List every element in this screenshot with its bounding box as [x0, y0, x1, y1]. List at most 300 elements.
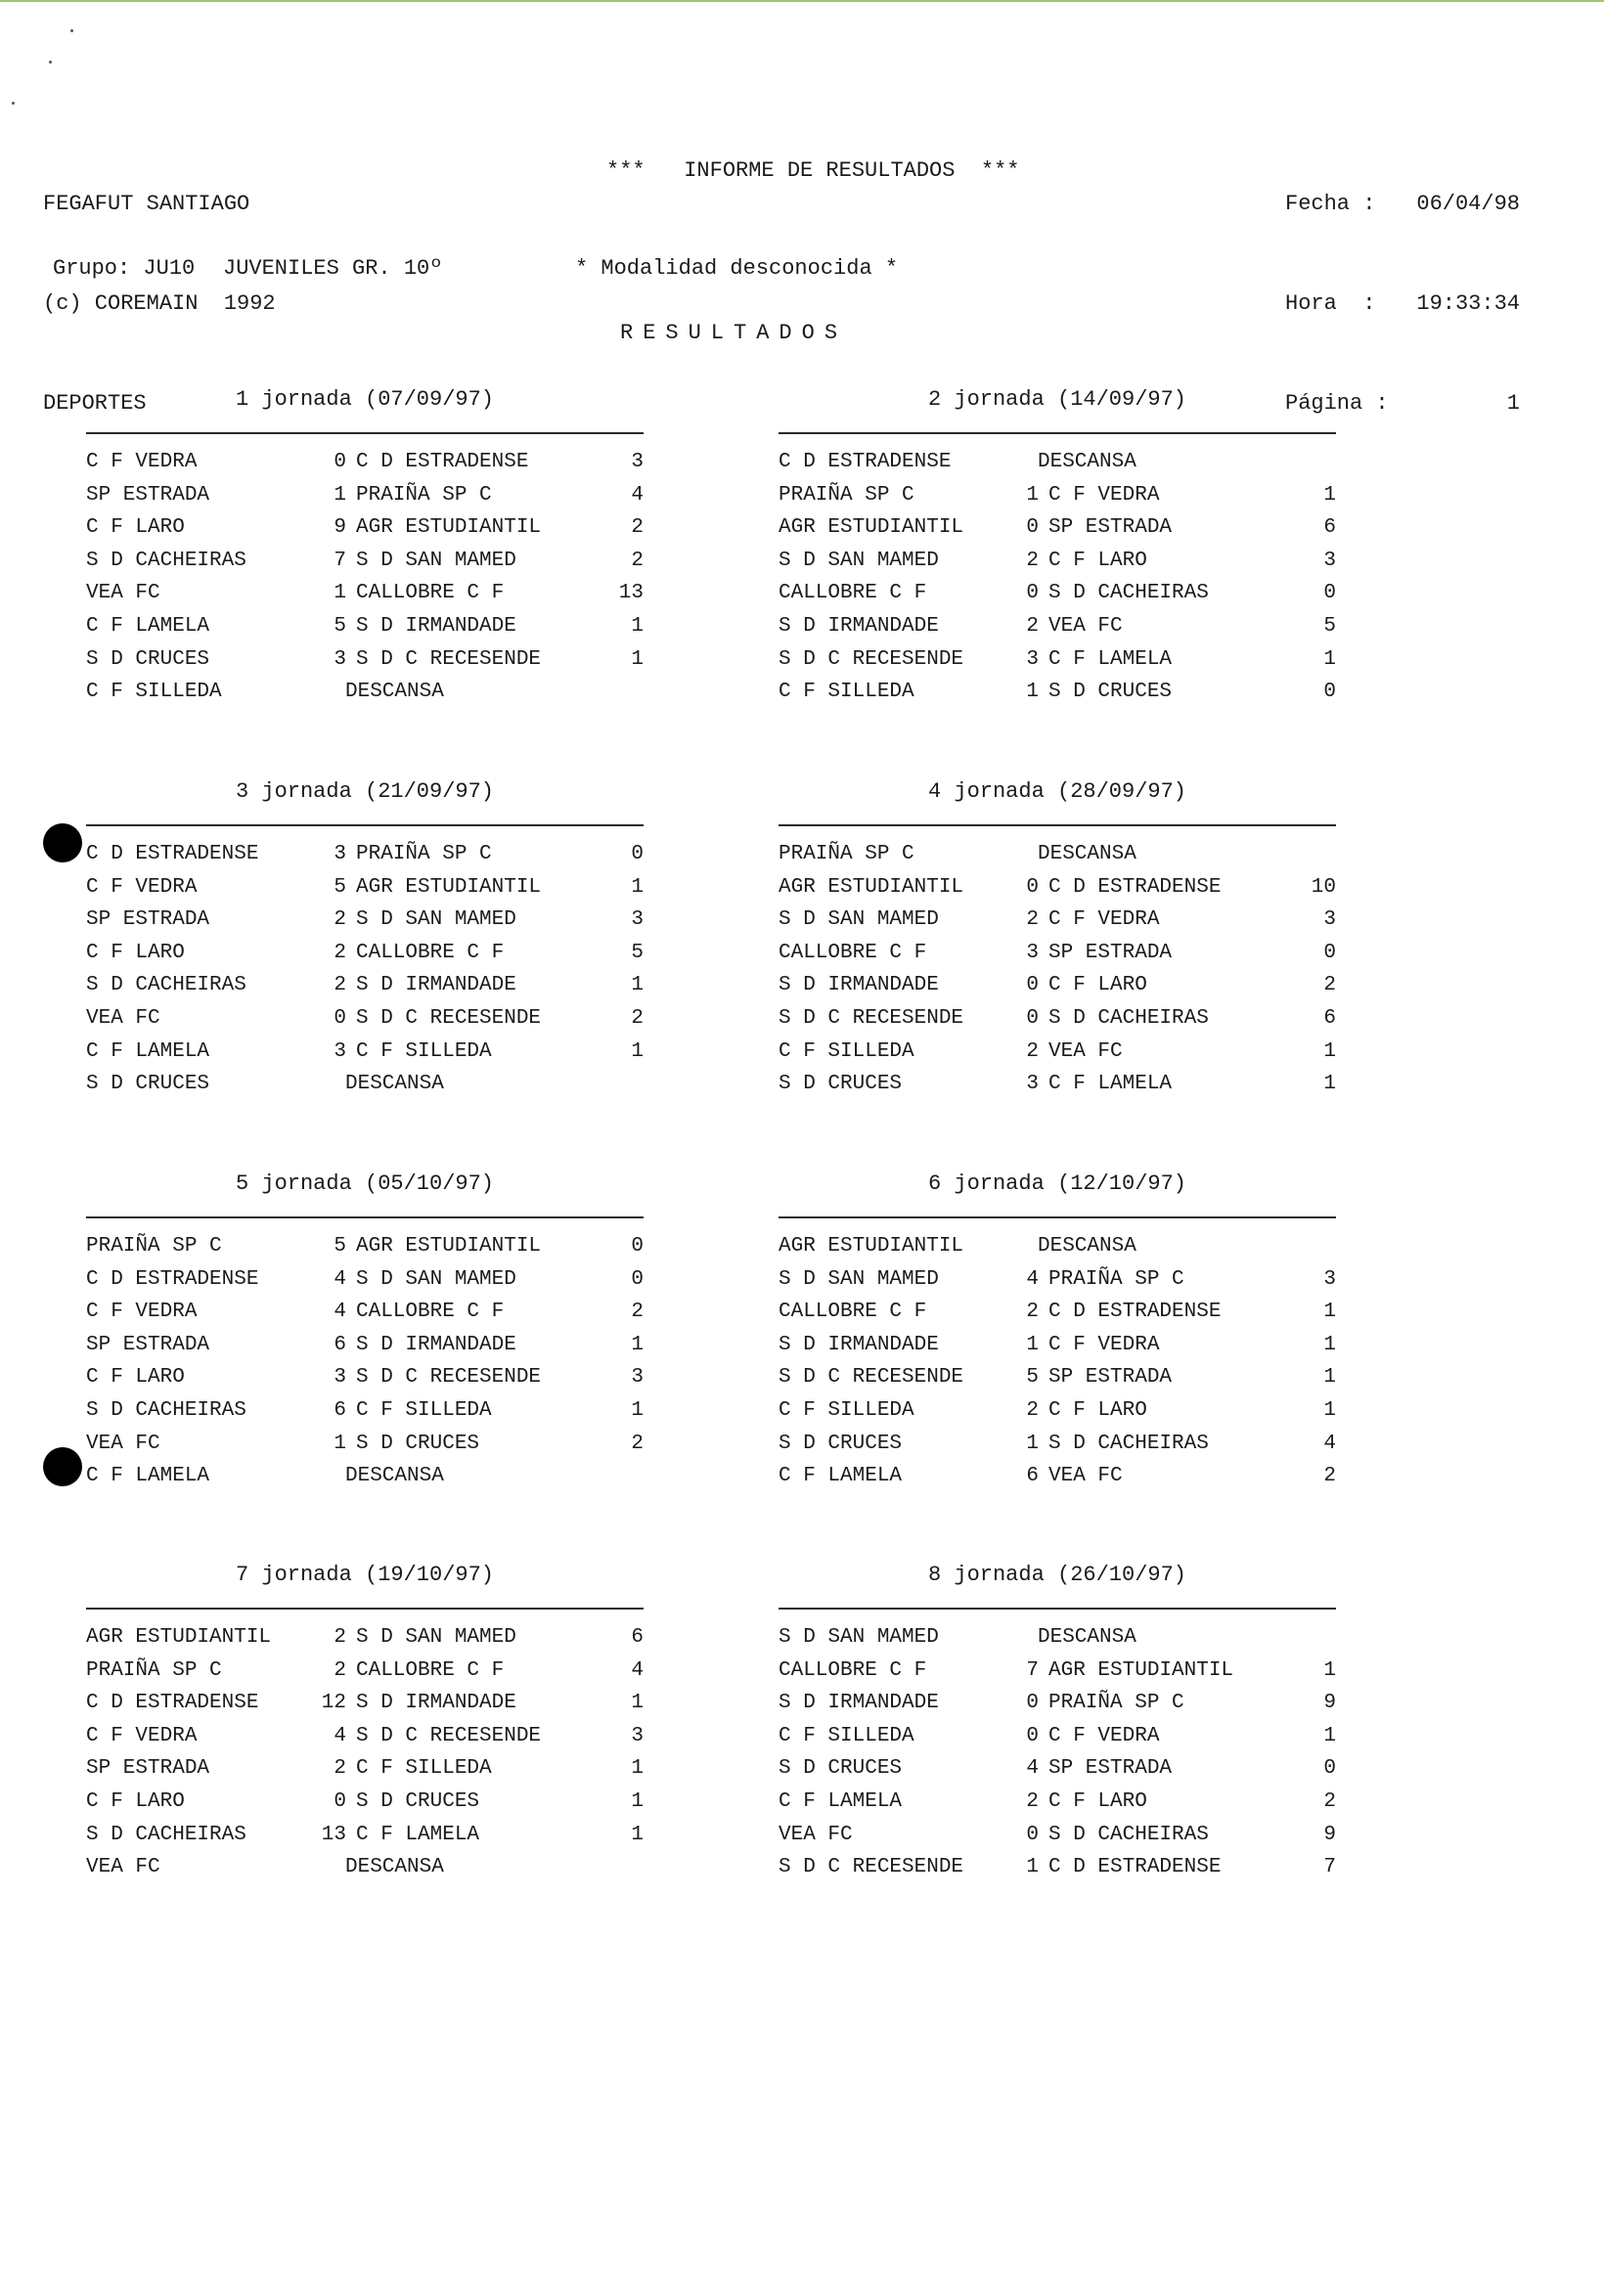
away-team: S D CRUCES	[356, 1789, 480, 1813]
away-team: C D ESTRADENSE	[356, 451, 529, 473]
home-team: S D CACHEIRAS	[86, 1823, 246, 1846]
home-team: VEA FC	[779, 1823, 853, 1846]
away-team: C F VEDRA	[1048, 1333, 1160, 1356]
home-score: 6	[334, 1398, 346, 1422]
home-team: S D SAN MAMED	[779, 1626, 939, 1649]
match-row	[86, 676, 644, 709]
match-list	[86, 1621, 644, 1884]
home-score: 0	[1026, 1692, 1039, 1715]
scan-speck	[70, 29, 73, 32]
match-row	[86, 1394, 644, 1428]
away-team: AGR ESTUDIANTIL	[356, 1235, 542, 1258]
home-team: C F LARO	[86, 516, 185, 540]
home-score: 1	[1026, 1432, 1039, 1455]
match-row	[86, 1460, 644, 1493]
home-team: SP ESTRADA	[86, 908, 210, 932]
home-score: 0	[1026, 974, 1039, 997]
org-name: FEGAFUT SANTIAGO	[43, 192, 250, 216]
away-score: 1	[631, 875, 644, 899]
jornada-title: 1 jornada (07/09/97)	[235, 387, 495, 412]
group-line	[53, 252, 898, 286]
match-row	[86, 1036, 644, 1069]
hora-row	[1285, 287, 1520, 321]
away-team: S D SAN MAMED	[356, 908, 516, 932]
away-team: C F VEDRA	[1048, 1724, 1160, 1747]
match-row	[779, 1786, 1336, 1819]
match-row	[779, 1329, 1336, 1362]
group-code: Grupo: JU10	[53, 256, 196, 281]
home-score: 7	[1026, 1658, 1039, 1682]
away-score: 3	[1323, 908, 1336, 932]
hora-label: Hora :	[1285, 291, 1376, 316]
punch-hole-dot	[43, 1447, 82, 1486]
hora-value: 19:33:34	[1416, 291, 1520, 316]
home-score: 12	[321, 1692, 346, 1715]
home-score: 13	[321, 1823, 346, 1846]
jornada-rule	[779, 824, 1336, 826]
away-score: 1	[1323, 1398, 1336, 1422]
home-team: C F LARO	[86, 941, 185, 964]
away-team: S D C RECESENDE	[356, 1006, 542, 1030]
match-list	[86, 1230, 644, 1493]
away-team: C F LAMELA	[1048, 1073, 1173, 1096]
match-row	[779, 610, 1336, 643]
away-team: VEA FC	[1048, 1465, 1123, 1488]
home-team: S D C RECESENDE	[779, 647, 964, 671]
home-team: S D CACHEIRAS	[86, 1398, 246, 1422]
home-team: PRAIÑA SP C	[779, 483, 914, 507]
jornada-title: 7 jornada (19/10/97)	[235, 1563, 495, 1587]
home-score: 5	[334, 1235, 346, 1258]
away-team: VEA FC	[1048, 1039, 1123, 1063]
away-team: SP ESTRADA	[1048, 941, 1173, 964]
home-score: 4	[334, 1267, 346, 1291]
home-score: 0	[1026, 875, 1039, 899]
match-list	[779, 446, 1336, 709]
punch-hole-dot	[43, 823, 82, 862]
away-score: 1	[1323, 1658, 1336, 1682]
jornada-title: 2 jornada (14/09/97)	[927, 387, 1187, 412]
away-team: S D C RECESENDE	[356, 1366, 542, 1390]
jornada-rule	[86, 1216, 644, 1218]
home-team: C F SILLEDA	[779, 1724, 914, 1747]
department: DEPORTES	[43, 391, 147, 416]
home-team: VEA FC	[86, 1432, 160, 1455]
away-score: 1	[631, 1398, 644, 1422]
match-row	[779, 577, 1336, 610]
jornada-title: 5 jornada (05/10/97)	[235, 1171, 495, 1196]
match-list	[779, 1621, 1336, 1884]
home-team: AGR ESTUDIANTIL	[779, 516, 964, 540]
match-row	[86, 643, 644, 677]
match-row	[86, 969, 644, 1002]
home-team: C D ESTRADENSE	[86, 1267, 259, 1291]
jornada-title: 3 jornada (21/09/97)	[235, 779, 495, 804]
home-team: C F SILLEDA	[779, 1039, 914, 1063]
away-team: C F LAMELA	[1048, 647, 1173, 671]
home-team: S D CRUCES	[86, 1073, 210, 1096]
home-team: S D CRUCES	[779, 1073, 903, 1096]
away-score: 6	[1323, 516, 1336, 540]
match-row	[779, 1819, 1336, 1852]
away-team: C F SILLEDA	[356, 1039, 492, 1063]
jornada-title: 6 jornada (12/10/97)	[927, 1171, 1187, 1196]
match-row	[86, 1230, 644, 1263]
away-score: 1	[1323, 647, 1336, 671]
home-score: 0	[334, 1006, 346, 1030]
home-team: C F VEDRA	[86, 1301, 198, 1324]
away-team: C D ESTRADENSE	[1048, 1856, 1222, 1879]
away-score: 4	[631, 1658, 644, 1682]
match-row	[779, 1002, 1336, 1036]
away-team: S D CRUCES	[1048, 681, 1173, 704]
home-score: 0	[1026, 1823, 1039, 1846]
away-team: C D ESTRADENSE	[1048, 1301, 1222, 1324]
away-team: SP ESTRADA	[1048, 1366, 1173, 1390]
home-team: S D CACHEIRAS	[86, 549, 246, 572]
home-team: S D C RECESENDE	[779, 1366, 964, 1390]
away-team: S D CRUCES	[356, 1432, 480, 1455]
match-row	[779, 1394, 1336, 1428]
away-team: VEA FC	[1048, 614, 1123, 638]
home-score: 6	[334, 1333, 346, 1356]
home-score: 5	[1026, 1366, 1039, 1390]
away-team: C F LARO	[1048, 1398, 1147, 1422]
home-score: 0	[334, 451, 346, 473]
home-score: 4	[1026, 1757, 1039, 1781]
home-score: 2	[1026, 908, 1039, 932]
away-team: S D C RECESENDE	[356, 1724, 542, 1747]
match-row	[779, 643, 1336, 677]
away-team: C F VEDRA	[1048, 908, 1160, 932]
home-team: C F SILLEDA	[779, 1398, 914, 1422]
home-score: 0	[1026, 1724, 1039, 1747]
home-team: PRAIÑA SP C	[779, 843, 914, 865]
away-score: 6	[631, 1626, 644, 1649]
away-team: S D CACHEIRAS	[1048, 1006, 1209, 1030]
away-score: 1	[631, 614, 644, 638]
away-score: 0	[1323, 941, 1336, 964]
away-score: 2	[1323, 1789, 1336, 1813]
away-team: S D IRMANDADE	[356, 1333, 516, 1356]
home-score: 1	[334, 1432, 346, 1455]
match-list	[779, 838, 1336, 1101]
home-team: S D SAN MAMED	[779, 1267, 939, 1291]
match-list	[86, 838, 644, 1101]
home-score: 0	[1026, 1006, 1039, 1030]
match-row	[779, 1068, 1336, 1101]
scan-speck	[49, 61, 52, 64]
away-team: AGR ESTUDIANTIL	[1048, 1658, 1234, 1682]
home-team: AGR ESTUDIANTIL	[86, 1626, 272, 1649]
home-team: C F SILLEDA	[86, 681, 222, 704]
home-team: CALLOBRE C F	[779, 582, 927, 605]
away-score: 1	[631, 647, 644, 671]
match-row	[779, 1296, 1336, 1329]
away-score: 4	[1323, 1432, 1336, 1455]
match-row	[86, 1752, 644, 1786]
away-score: 4	[631, 483, 644, 507]
home-team: CALLOBRE C F	[779, 1301, 927, 1324]
match-row	[779, 937, 1336, 970]
scan-speck	[12, 102, 15, 105]
away-score: 2	[631, 1301, 644, 1324]
match-list	[86, 446, 644, 709]
modalidad: * Modalidad desconocida *	[575, 256, 899, 281]
away-score: 0	[1323, 681, 1336, 704]
match-row	[86, 838, 644, 871]
home-score: 0	[1026, 582, 1039, 605]
away-score: 1	[1323, 1073, 1336, 1096]
away-team: SP ESTRADA	[1048, 516, 1173, 540]
away-score: 0	[631, 1267, 644, 1291]
home-score: 4	[1026, 1267, 1039, 1291]
away-score: 2	[631, 1432, 644, 1455]
match-row	[86, 1655, 644, 1688]
away-team: S D SAN MAMED	[356, 1626, 516, 1649]
home-score: 2	[334, 974, 346, 997]
home-team: S D IRMANDADE	[779, 1692, 939, 1715]
away-score: 0	[631, 1235, 644, 1258]
home-team: C D ESTRADENSE	[779, 451, 952, 473]
home-score: 2	[334, 908, 346, 932]
match-row	[779, 1752, 1336, 1786]
home-score: 3	[334, 843, 346, 865]
away-team: PRAIÑA SP C	[1048, 1267, 1184, 1291]
rest-label: DESCANSA	[1038, 451, 1136, 473]
home-team: C F SILLEDA	[779, 681, 914, 704]
away-team: CALLOBRE C F	[356, 941, 505, 964]
away-team: S D SAN MAMED	[356, 1267, 516, 1291]
match-row	[86, 1361, 644, 1394]
away-score: 3	[631, 908, 644, 932]
away-team: C D ESTRADENSE	[1048, 875, 1222, 899]
home-team: C F VEDRA	[86, 875, 198, 899]
home-team: C F VEDRA	[86, 1724, 198, 1747]
home-team: VEA FC	[86, 582, 160, 605]
section-title: RESULTADOS	[620, 321, 848, 345]
home-team: PRAIÑA SP C	[86, 1658, 222, 1682]
home-score: 1	[334, 582, 346, 605]
away-team: S D SAN MAMED	[356, 549, 516, 572]
match-row	[779, 969, 1336, 1002]
away-score: 3	[1323, 549, 1336, 572]
home-score: 2	[1026, 614, 1039, 638]
away-team: S D CACHEIRAS	[1048, 1432, 1209, 1455]
away-team: C F LAMELA	[356, 1823, 480, 1846]
fecha-label: Fecha :	[1285, 192, 1376, 216]
match-row	[86, 1819, 644, 1852]
match-row	[779, 1428, 1336, 1461]
rest-label: DESCANSA	[1038, 1235, 1136, 1258]
home-score: 3	[334, 1039, 346, 1063]
away-score: 3	[631, 1724, 644, 1747]
home-team: C D ESTRADENSE	[86, 1692, 259, 1715]
away-team: S D C RECESENDE	[356, 647, 542, 671]
away-score: 1	[1323, 1039, 1336, 1063]
home-score: 1	[1026, 1333, 1039, 1356]
match-row	[86, 1786, 644, 1819]
home-team: S D SAN MAMED	[779, 908, 939, 932]
away-score: 3	[631, 451, 644, 473]
home-team: C F LAMELA	[86, 614, 210, 638]
match-row	[86, 1002, 644, 1036]
away-team: C F LARO	[1048, 549, 1147, 572]
match-row	[86, 1851, 644, 1884]
home-team: S D IRMANDADE	[779, 1333, 939, 1356]
away-team: C F VEDRA	[1048, 483, 1160, 507]
fecha-value: 06/04/98	[1416, 192, 1520, 216]
match-row	[779, 1361, 1336, 1394]
home-score: 7	[334, 549, 346, 572]
home-score: 3	[334, 647, 346, 671]
match-row	[779, 479, 1336, 512]
jornada-title: 8 jornada (26/10/97)	[927, 1563, 1187, 1587]
away-score: 1	[1323, 483, 1336, 507]
match-row	[779, 1263, 1336, 1297]
away-score: 10	[1311, 875, 1336, 899]
report-title: *** INFORME DE RESULTADOS ***	[606, 158, 1020, 183]
jornada-title: 4 jornada (28/09/97)	[927, 779, 1187, 804]
home-score: 2	[1026, 1301, 1039, 1324]
away-score: 2	[631, 516, 644, 540]
match-row	[86, 871, 644, 905]
home-score: 1	[1026, 483, 1039, 507]
home-score: 2	[1026, 1398, 1039, 1422]
home-team: C D ESTRADENSE	[86, 843, 259, 865]
match-row	[86, 904, 644, 937]
match-row	[86, 446, 644, 479]
pagina-value: 1	[1506, 391, 1520, 416]
away-team: C F SILLEDA	[356, 1757, 492, 1781]
group-name: JUVENILES GR. 10º	[223, 256, 443, 281]
home-score: 0	[1026, 516, 1039, 540]
home-score: 3	[334, 1366, 346, 1390]
rest-label: DESCANSA	[1038, 843, 1136, 865]
jornada-rule	[86, 824, 644, 826]
away-score: 2	[631, 1006, 644, 1030]
away-score: 1	[1323, 1366, 1336, 1390]
away-score: 3	[631, 1366, 644, 1390]
home-score: 2	[334, 1658, 346, 1682]
home-score: 4	[334, 1724, 346, 1747]
match-row	[779, 1720, 1336, 1753]
jornada-rule	[779, 1608, 1336, 1610]
jornada-rule	[86, 432, 644, 434]
home-score: 2	[1026, 1039, 1039, 1063]
top-edge-line	[0, 0, 1604, 2]
home-team: S D C RECESENDE	[779, 1856, 964, 1879]
home-score: 2	[1026, 1789, 1039, 1813]
home-team: S D IRMANDADE	[779, 974, 939, 997]
home-team: AGR ESTUDIANTIL	[779, 875, 964, 899]
home-score: 3	[1026, 1073, 1039, 1096]
home-team: VEA FC	[86, 1006, 160, 1030]
match-row	[86, 577, 644, 610]
away-team: PRAIÑA SP C	[1048, 1692, 1184, 1715]
away-score: 1	[631, 1789, 644, 1813]
match-row	[779, 1655, 1336, 1688]
home-score: 1	[1026, 681, 1039, 704]
home-team: S D IRMANDADE	[779, 614, 939, 638]
match-row	[86, 479, 644, 512]
rest-label: DESCANSA	[345, 681, 444, 704]
away-score: 1	[631, 1692, 644, 1715]
home-team: C F LAMELA	[86, 1465, 210, 1488]
home-score: 2	[334, 1626, 346, 1649]
home-score: 0	[334, 1789, 346, 1813]
home-team: PRAIÑA SP C	[86, 1235, 222, 1258]
match-row	[86, 1329, 644, 1362]
rest-label: DESCANSA	[345, 1465, 444, 1488]
match-row	[86, 1687, 644, 1720]
away-team: PRAIÑA SP C	[356, 843, 492, 865]
match-row	[86, 610, 644, 643]
home-score: 9	[334, 516, 346, 540]
rest-label: DESCANSA	[345, 1073, 444, 1096]
match-row	[779, 871, 1336, 905]
home-team: C F LAMELA	[86, 1039, 210, 1063]
match-row	[779, 904, 1336, 937]
home-score: 6	[1026, 1465, 1039, 1488]
away-score: 3	[1323, 1267, 1336, 1291]
away-score: 6	[1323, 1006, 1336, 1030]
home-score: 4	[334, 1301, 346, 1324]
away-score: 1	[631, 1039, 644, 1063]
rest-label: DESCANSA	[345, 1856, 444, 1879]
home-team: SP ESTRADA	[86, 1333, 210, 1356]
home-team: CALLOBRE C F	[779, 1658, 927, 1682]
home-score: 2	[334, 1757, 346, 1781]
home-team: C F LARO	[86, 1789, 185, 1813]
jornada-rule	[779, 1216, 1336, 1218]
home-team: C F VEDRA	[86, 451, 198, 473]
home-team: S D CACHEIRAS	[86, 974, 246, 997]
home-team: C F LARO	[86, 1366, 185, 1390]
away-score: 2	[1323, 1465, 1336, 1488]
match-row	[86, 1621, 644, 1655]
home-team: C F LAMELA	[779, 1789, 903, 1813]
away-score: 5	[631, 941, 644, 964]
home-score: 5	[334, 875, 346, 899]
away-score: 7	[1323, 1856, 1336, 1879]
away-team: C F SILLEDA	[356, 1398, 492, 1422]
match-row	[779, 838, 1336, 871]
away-team: S D IRMANDADE	[356, 974, 516, 997]
away-score: 1	[1323, 1301, 1336, 1324]
copyright: (c) COREMAIN 1992	[43, 291, 276, 316]
away-team: S D IRMANDADE	[356, 614, 516, 638]
away-score: 9	[1323, 1823, 1336, 1846]
match-row	[86, 511, 644, 545]
away-score: 0	[631, 843, 644, 865]
away-score: 0	[1323, 582, 1336, 605]
home-team: S D CRUCES	[779, 1757, 903, 1781]
away-team: AGR ESTUDIANTIL	[356, 875, 542, 899]
match-list	[779, 1230, 1336, 1493]
home-team: SP ESTRADA	[86, 483, 210, 507]
away-score: 13	[618, 582, 644, 605]
match-row	[86, 1296, 644, 1329]
match-row	[86, 1068, 644, 1101]
home-score: 3	[1026, 647, 1039, 671]
home-score: 1	[1026, 1856, 1039, 1879]
home-team: VEA FC	[86, 1856, 160, 1879]
match-row	[779, 1621, 1336, 1655]
away-team: PRAIÑA SP C	[356, 483, 492, 507]
match-row	[779, 1687, 1336, 1720]
home-score: 5	[334, 614, 346, 638]
